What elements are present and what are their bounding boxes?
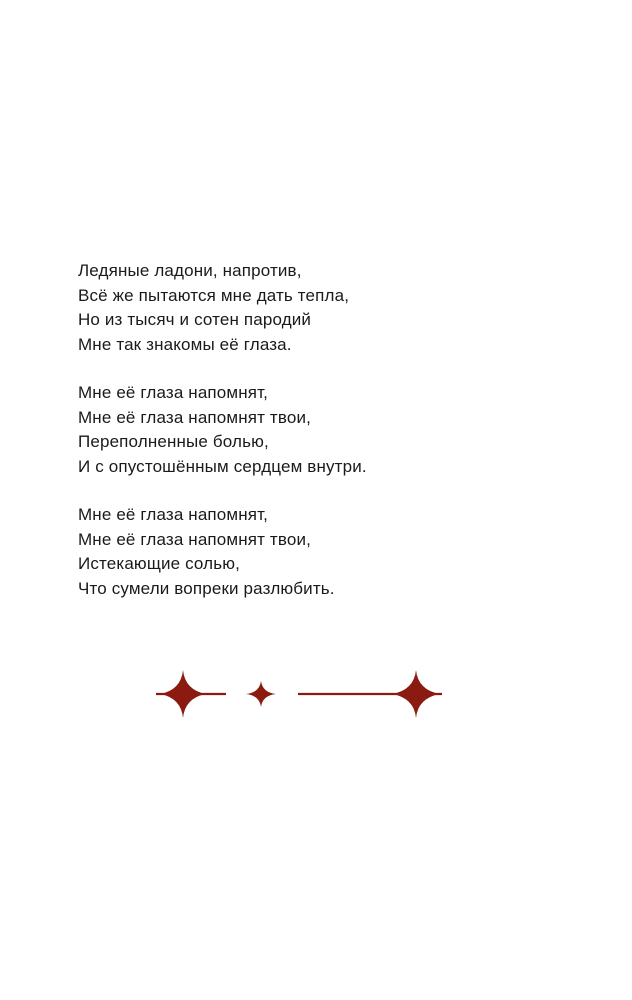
poem-line: Мне её глаза напомнят, — [78, 383, 269, 402]
poem-text — [78, 259, 558, 625]
poem-line: Мне так знакомы её глаза. — [78, 334, 292, 354]
poem-line: Всё же пытаются мне дать тепла, — [78, 285, 350, 305]
poem-line: Мне её глаза напомнят, — [78, 505, 269, 524]
poem-line: Мне её глаза напомнят твои, — [78, 407, 311, 427]
poem-line: Переполненные болью, — [78, 432, 269, 451]
sparkle-star-icon — [246, 681, 276, 707]
poem-line: Мне её глаза напомнят твои, — [78, 529, 311, 549]
stanza-2 — [78, 381, 558, 479]
stanza-1 — [78, 259, 558, 357]
poem-line: И с опустошённым сердцем внутри. — [78, 456, 367, 476]
sparkle-star-icon — [392, 670, 440, 718]
poem-line: Но из тысяч и сотен пародий — [78, 310, 312, 329]
sparkle-divider-icon — [150, 668, 450, 722]
sparkle-star-icon — [160, 670, 206, 718]
stanza-3 — [78, 503, 558, 601]
poem-line: Ледяные ладони, напротив, — [78, 261, 302, 280]
poem-line: Истекающие солью, — [78, 554, 241, 573]
poem-line: Что сумели вопреки разлюбить. — [78, 578, 335, 598]
